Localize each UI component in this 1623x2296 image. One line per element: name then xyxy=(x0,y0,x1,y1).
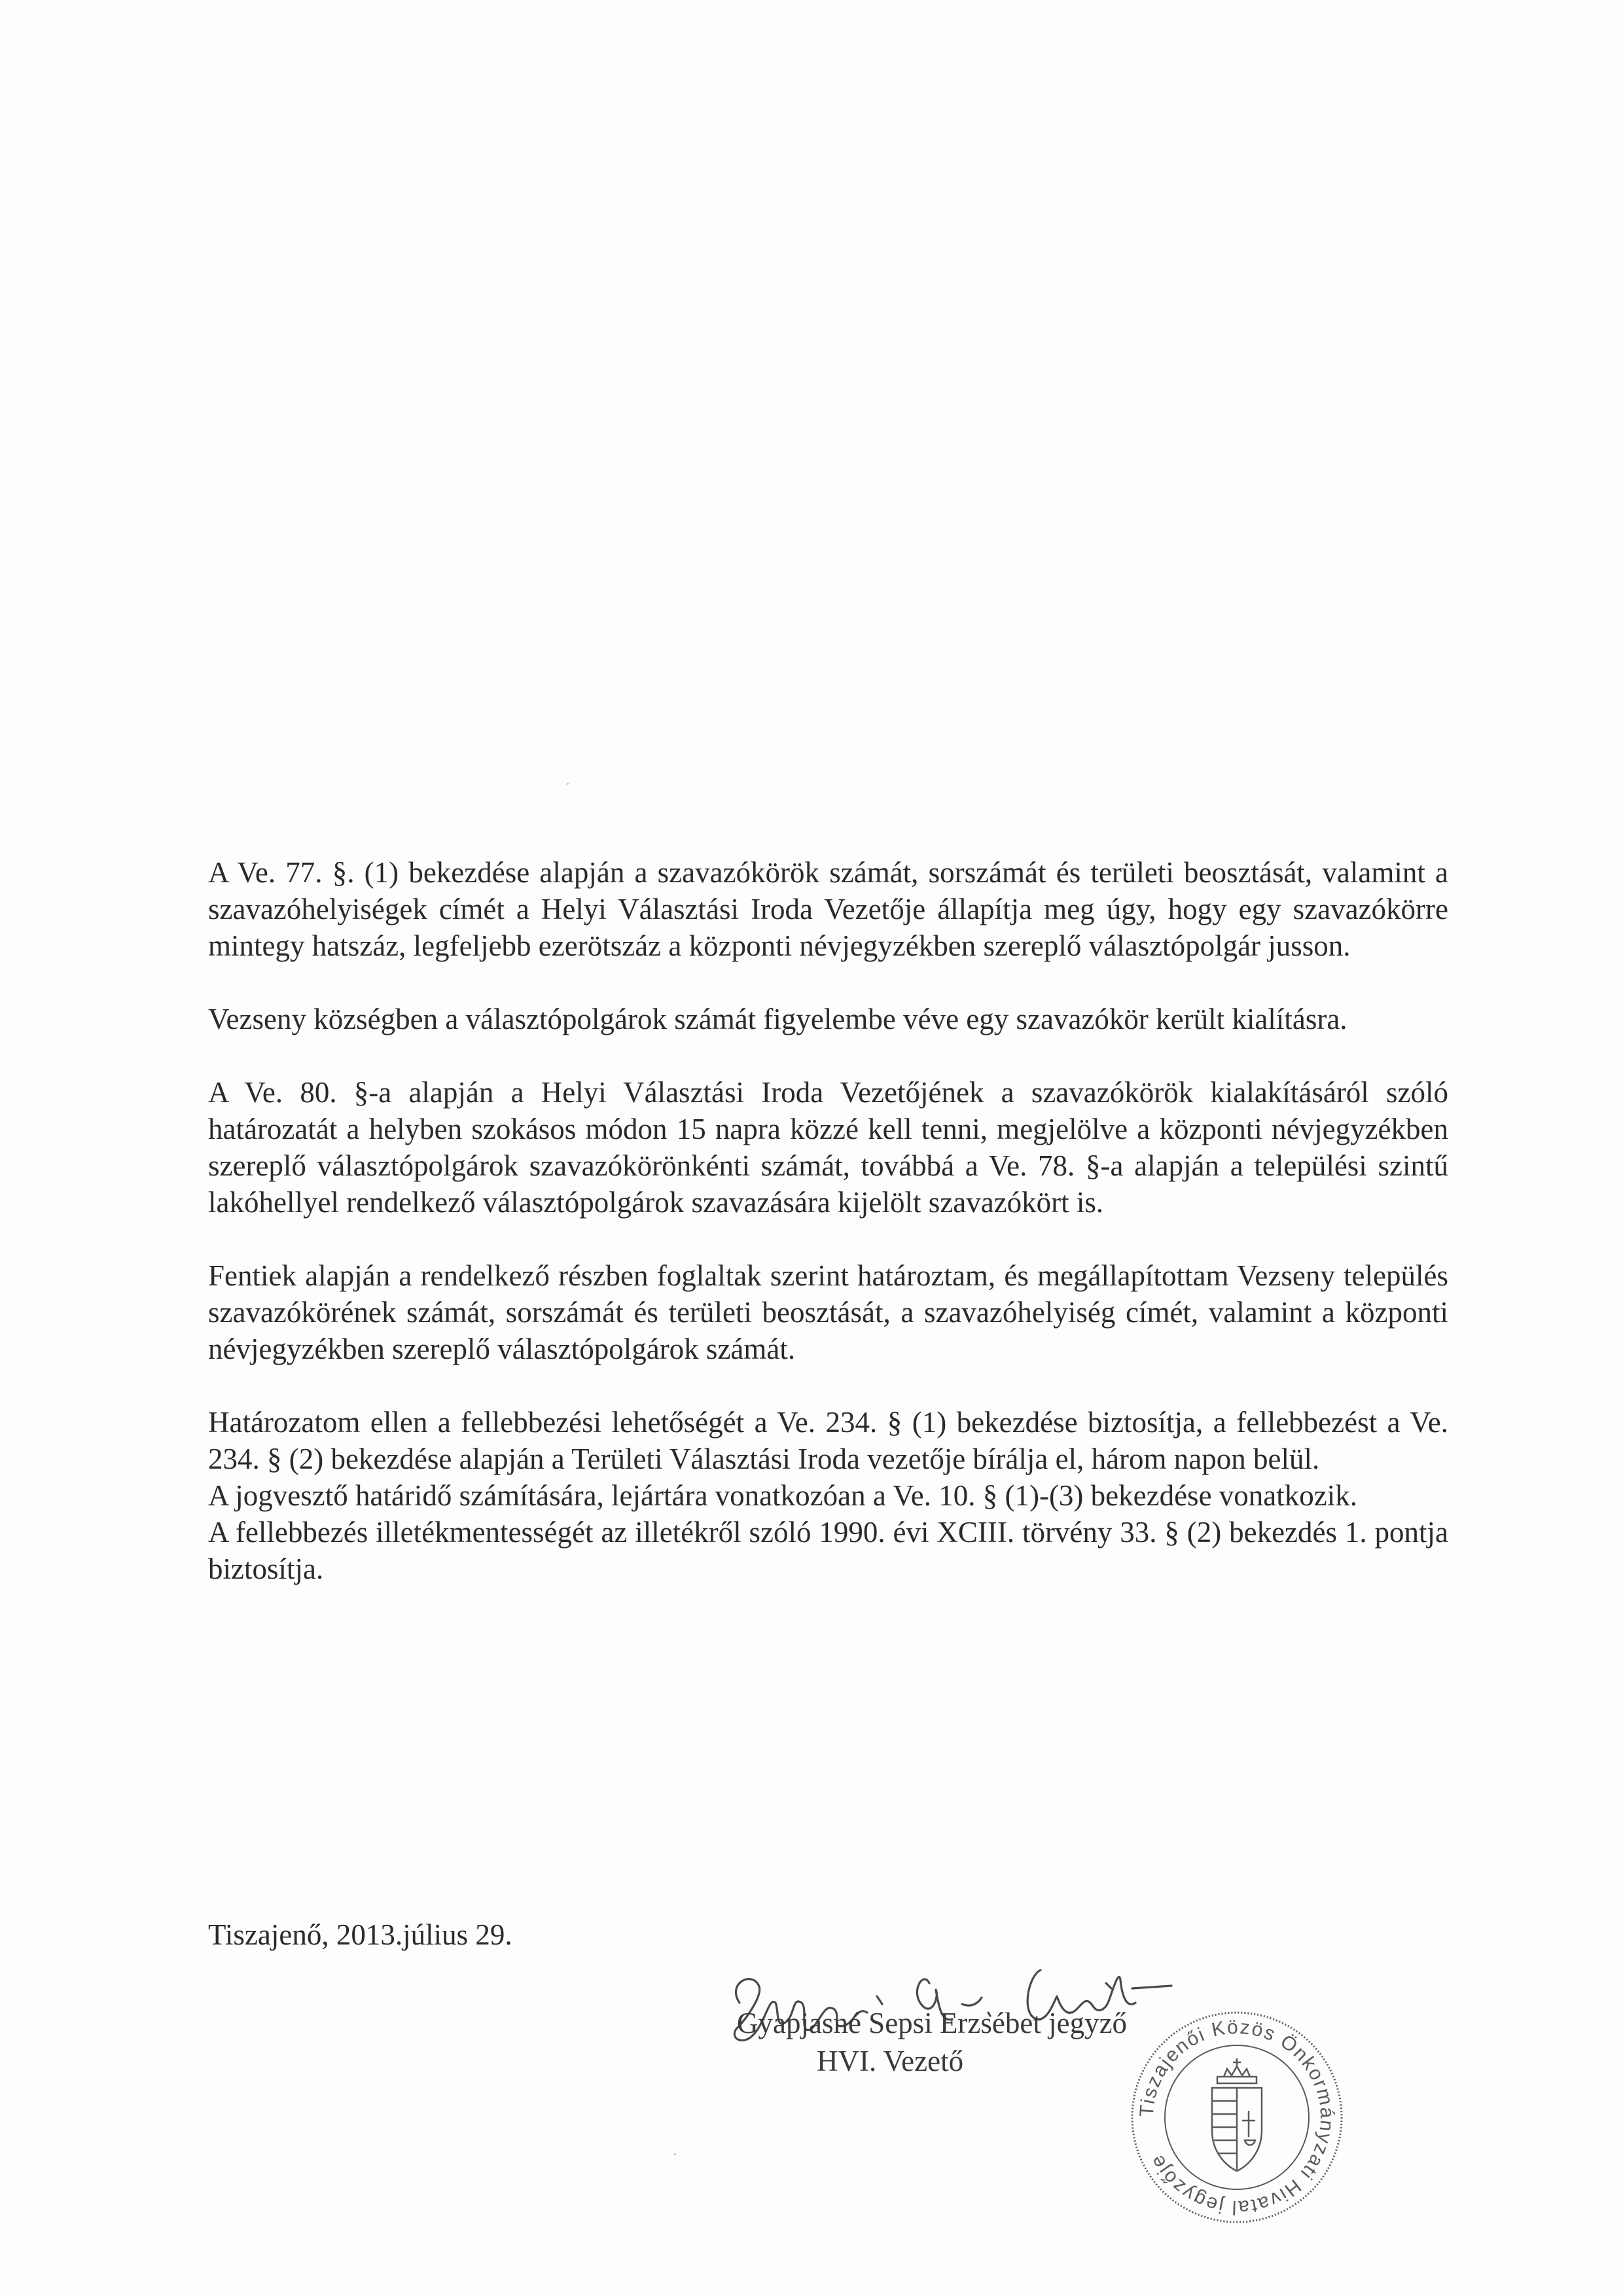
paragraph-publication: A Ve. 80. §-a alapján a Helyi Választási Iroda Vezetőjének a szavazókörök kialakításáról szóló határozatát a helyben szokásos módon 15 napra közzé kell tenni, megjelölve a központi névjegyzékben szereplő választópolgárok szavazókörönkénti számát, továbbá a Ve. 78. §-a alapján a települési szintű lakóhellyel rendelkező választópolgárok szavazására kijelölt szavazókört is. xyxy=(208,1076,1448,1219)
paragraph-fee-exemption: A fellebbezés illetékmentességét az illetékről szóló 1990. évi XCIII. törvény 33. § (2) bekezdés 1. pontja biztosítja. xyxy=(208,1516,1448,1585)
stamp-text: Tiszajenői Közös Önkormányzati Hivatal jegyzője xyxy=(1135,2016,1338,2219)
signer-name: Gyapjasné Sepsi Erzsébet jegyző xyxy=(737,2007,1128,2039)
hungarian-coat-of-arms-icon xyxy=(1212,2058,1262,2171)
paragraph-deadline: A jogvesztő határidő számítására, lejártára vonatkozóan a Ve. 10. § (1)-(3) bekezdése vonatkozik. xyxy=(208,1479,1357,1512)
stamp-seal xyxy=(1126,2006,1348,2229)
paragraph-legal-basis: A Ve. 77. §. (1) bekezdése alapján a szavazókörök számát, sorszámát és területi beosztását, valamint a szavazóhelyiségek címét a Helyi Választási Iroda Vezetője állapítja meg úgy, hogy egy szavazókörre mintegy hatszáz, legfeljebb ezerötszáz a központi névjegyzékben szereplő választópolgár jusson. xyxy=(208,856,1448,962)
document-body xyxy=(208,854,1448,1587)
date-line: Tiszajenő, 2013.július 29. xyxy=(208,1918,512,1951)
signer-title: HVI. Vezető xyxy=(817,2045,964,2077)
paragraph-decision: Fentiek alapján a rendelkező részben foglaltak szerint határoztam, és megállapítottam Vezseny település szavazókörének számát, sorszámát és területi beosztását, a szavazóhelyiség címét, valamint a központi névjegyzékben szereplő választópolgárok számát. xyxy=(208,1259,1448,1365)
paragraph-vezseny-district: Vezseny községben a választópolgárok számát figyelembe véve egy szavazókör került kialításra. xyxy=(208,1003,1347,1035)
official-stamp xyxy=(1126,2006,1348,2229)
scan-speck xyxy=(567,783,569,785)
paragraph-appeal: Határozatom ellen a fellebbezési lehetőségét a Ve. 234. § (1) bekezdése biztosítja, a fellebbezést a Ve. 234. § (2) bekezdése alapján a Területi Választási Iroda vezetője bírálja el, három napon belül. xyxy=(208,1406,1448,1475)
scan-speck xyxy=(674,2153,676,2155)
